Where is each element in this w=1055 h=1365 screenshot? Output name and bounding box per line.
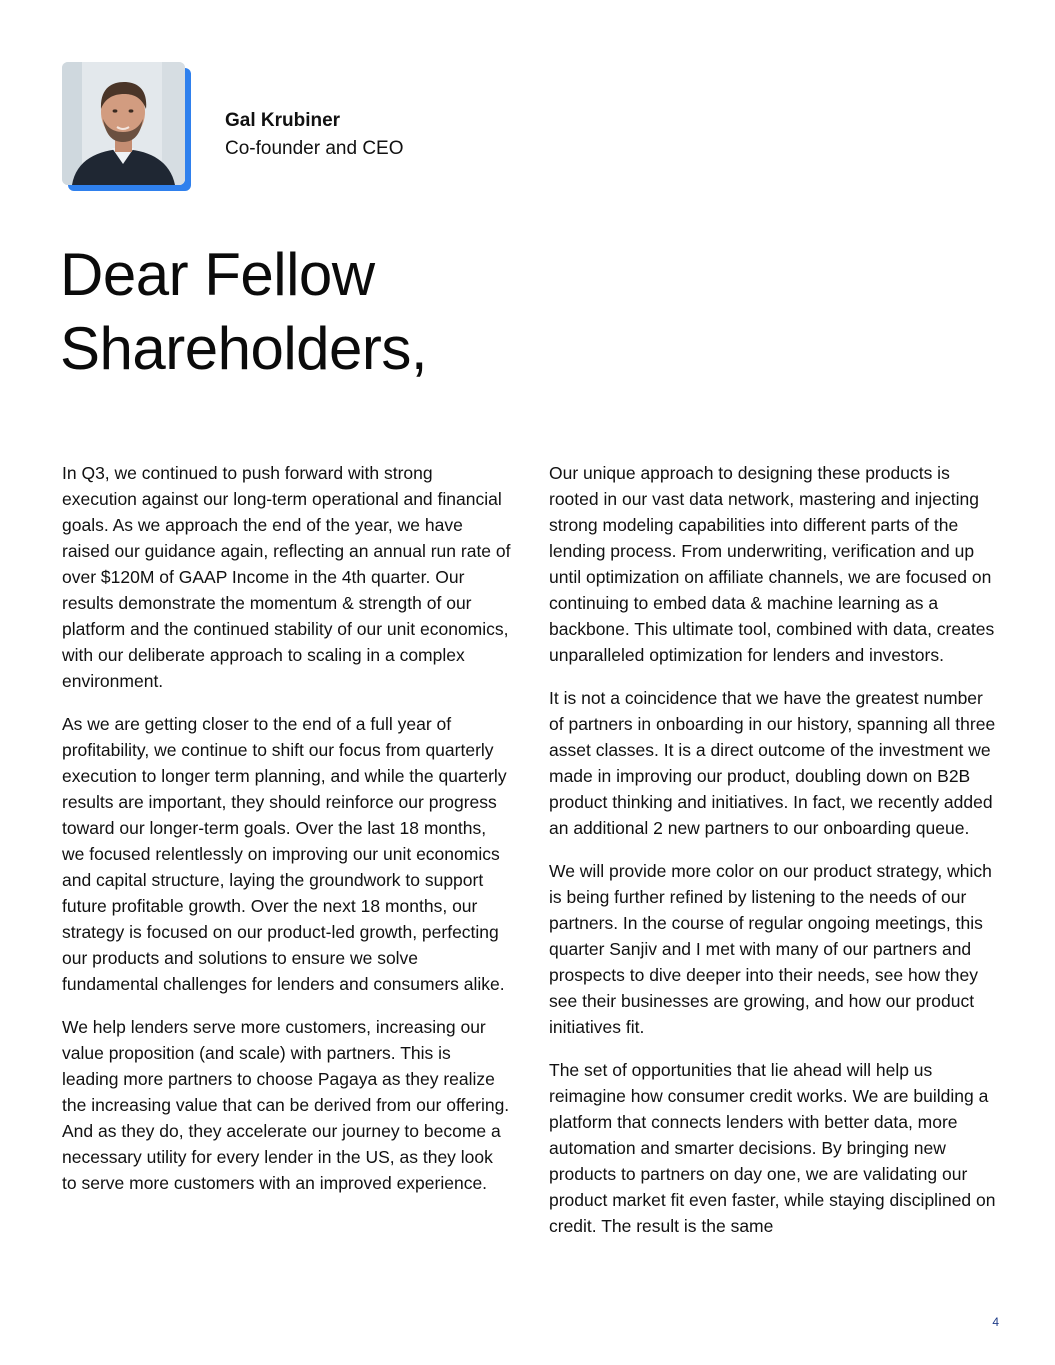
author-title: Co-founder and CEO	[225, 138, 404, 159]
paragraph: Our unique approach to designing these products is rooted in our vast data network, mastering and injecting strong modeling capabilities into different parts of the lending process. From underwriting, verification and up until optimization on affiliate channels, we are focused on continuing to embed data & machine learning as a backbone. This ultimate tool, combined with data, creates unparalleled optimization for lenders and investors.	[549, 463, 995, 665]
author-photo	[62, 62, 185, 185]
letter-salutation	[60, 238, 427, 386]
paragraph: It is not a coincidence that we have the greatest number of partners in onboarding in our history, spanning all three asset classes. It is a direct outcome of the investment we made in improving our product, doubling down on B2B product thinking and initiatives. In fact, we recently added an additional 2 new partners to our onboarding queue.	[549, 688, 996, 838]
paragraph: In Q3, we continued to push forward with strong execution against our long-term operational and financial goals. As we approach the end of the year, we have raised our guidance again, reflecting an annual run rate of over $120M of GAAP Income in the 4th quarter. Our results demonstrate the momentum & strength of our platform and the continued stability of our unit economics, with our deliberate approach to scaling in a complex environment.	[62, 463, 511, 691]
salutation-line-1: Dear Fellow	[60, 241, 375, 308]
paragraph: As we are getting closer to the end of a full year of profitability, we continue to shift our focus from quarterly execution to longer term planning, and while the quarterly results are important, they should reinforce our progress toward our longer-term goals. Over the last 18 months, we focused relentlessly on improving our unit economics and capital structure, laying the groundwork to support future profitable growth. Over the next 18 months, our strategy is focused on our product-led growth, perfecting our products and solutions to ensure we solve fundamental challenges for lenders and consumers alike.	[62, 714, 507, 994]
page-number: 4	[992, 1315, 999, 1329]
right-text-column	[549, 460, 999, 1256]
paragraph: The set of opportunities that lie ahead will help us reimagine how consumer credit works. We are building a platform that connects lenders with better data, more automation and smarter decisions. By bringing new products to partners on day one, we are validating our product market fit even faster, while staying disciplined on credit. The result is the same	[549, 1060, 996, 1236]
author-portrait	[62, 62, 192, 192]
paragraph: We help lenders serve more customers, increasing our value proposition (and scale) with partners. This is leading more partners to choose Pagaya as they realize the increasing value that can be derived from our offering. And as they do, they accelerate our journey to become a necessary utility for every lender in the US, as they look to serve more customers with an improved experience.	[62, 1017, 510, 1193]
author-name: Gal Krubiner	[225, 110, 341, 131]
paragraph: We will provide more color on our product strategy, which is being further refined by listening to the needs of our partners. In the course of regular ongoing meetings, this quarter Sanjiv and I met with many of our partners and prospects to dive deeper into their needs, see how they see their businesses are growing, and how our product initiatives fit.	[549, 861, 992, 1037]
salutation-line-2: Shareholders,	[60, 315, 428, 382]
left-text-column	[62, 460, 512, 1213]
